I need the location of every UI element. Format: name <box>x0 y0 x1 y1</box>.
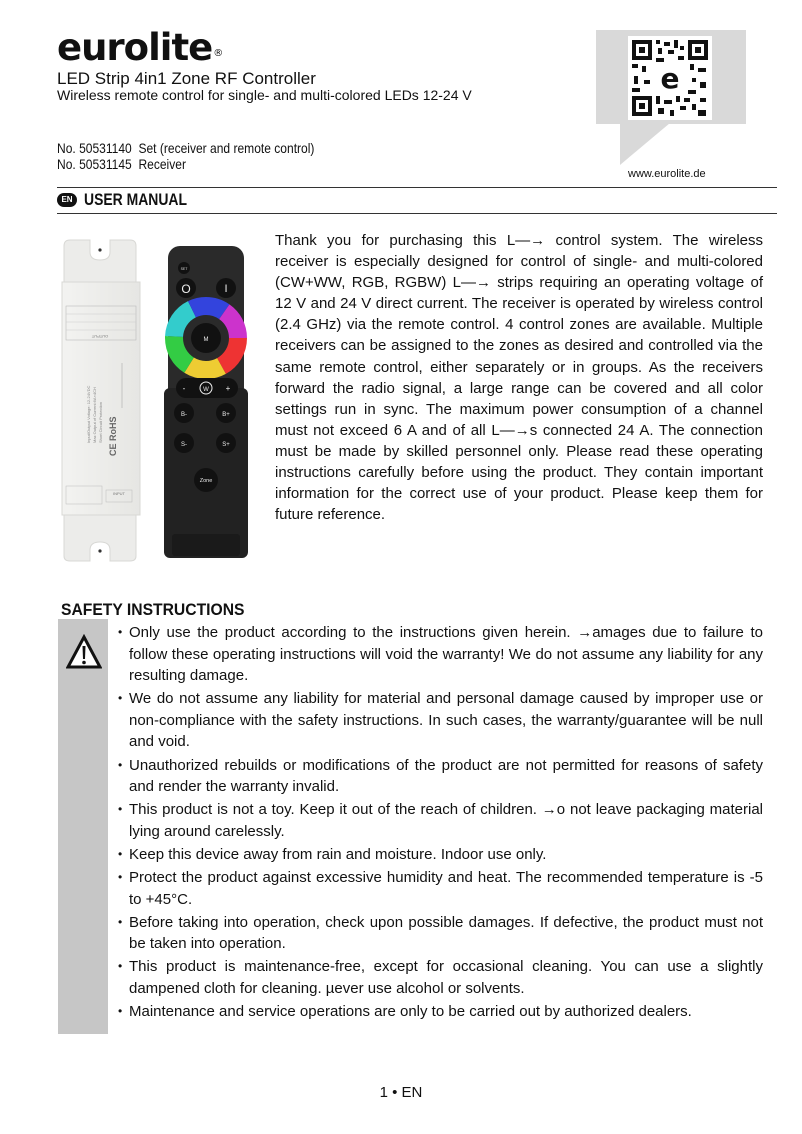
intro-paragraph: Thank you for purchasing this L—→ control system. The wireless receiver is especially designed for control of single- and multi-colored (CW+WW, RGB, RGBW) L—→ strips requiring an operating voltage of 12 V and 24 V direct current. The receiver is operated by wireless control (2.4 GHz) via the remote control. 4 control zones are available. Multiple receivers can be assigned to the zones as desired and controlled via the same remote control, either separately or in groups. As the receivers forward the radio signal, a large range can be covered and all color settings run in sync. The maximum power consumption of a channel must not exceed 6 A and of all L—→s connected 24 A. The connection must be made by skilled personnel only. Please read these operating instructions carefully before using the product. They contain important information for the correct use of your product. Please keep them for future reference. <box>275 232 763 524</box>
registered-mark: ® <box>213 48 223 59</box>
safety-item: • This product is not a toy. Keep it out of the reach of children. →o not leave packaging material lying around carelessly. <box>118 799 763 842</box>
safety-item: • We do not assume any liability for material and personal damage caused by improper use or non-compliance with the safety instructions. In such cases, the warranty/guarantee will be null and void. <box>118 688 763 753</box>
minus-button: - <box>182 384 186 393</box>
qr-center-letter: e <box>660 62 680 95</box>
qr-code[interactable] <box>628 36 712 120</box>
warning-triangle-icon <box>66 634 102 670</box>
brightness-up-button: B+ <box>222 412 230 418</box>
receiver-output-label: OUTPUT <box>91 334 109 339</box>
receiver-input-label: INPUT <box>113 491 125 496</box>
safety-list <box>118 622 763 1024</box>
warning-sidebar <box>58 619 108 1034</box>
product-image <box>60 238 268 563</box>
off-button: O <box>181 282 191 296</box>
divider <box>57 213 777 214</box>
svg-text:Short Circuit Protection: Short Circuit Protection <box>98 401 103 443</box>
article-number-set: No. 50531140 Set (receiver and remote control) <box>57 140 315 156</box>
language-badge-icon: EN <box>57 193 77 207</box>
svg-text:CE RoHS: CE RoHS <box>108 416 118 456</box>
divider <box>57 187 777 188</box>
safety-item: • Keep this device away from rain and moisture. Indoor use only. <box>118 844 763 866</box>
safety-item: • Only use the product according to the instructions given herein. →amages due to failure to follow these operating instructions will void the warranty! We do not assume any liability for any resulting damage. <box>118 622 763 687</box>
plus-button: + <box>225 384 231 393</box>
brightness-down-button: B- <box>181 412 187 418</box>
white-button: W <box>203 387 209 393</box>
safety-item: • Protect the product against excessive humidity and heat. The recommended temperature is -5 to +45°C. <box>118 867 763 910</box>
website-link[interactable]: www.eurolite.de <box>628 168 706 180</box>
article-number-receiver: No. 50531145 Receiver <box>57 156 186 172</box>
saturation-down-button: S- <box>181 442 187 448</box>
product-subtitle: Wireless remote control for single- and multi-colored LEDs 12-24 V <box>57 87 472 103</box>
safety-heading: SAFETY INSTRUCTIONS <box>61 601 245 619</box>
section-title: USER MANUAL <box>84 190 187 209</box>
mode-button: M <box>203 337 209 343</box>
set-button: SET <box>180 267 188 271</box>
svg-text:Input/Output Voltage: 12-24VDC: Input/Output Voltage: 12-24VDC <box>86 385 91 443</box>
product-title: LED Strip 4in1 Zone RF Controller <box>57 69 316 88</box>
qr-speech-bubble-tail <box>620 123 670 165</box>
safety-item: • Before taking into operation, check upon possible damages. If defective, the product must not be taken into operation. <box>118 912 763 955</box>
safety-item: • This product is maintenance-free, except for occasional cleaning. You can use a slightly dampened cloth for cleaning. µever use alcohol or solvents. <box>118 956 763 999</box>
zone-button: Zone <box>199 478 213 484</box>
remote-control <box>164 246 248 558</box>
page-number: 1 • EN <box>379 1084 423 1101</box>
on-button: I <box>224 283 228 295</box>
brand-logo <box>57 28 222 68</box>
svg-text:Max Output of Current:6A×4CH: Max Output of Current:6A×4CH <box>92 387 97 443</box>
safety-item: • Maintenance and service operations are only to be carried out by authorized dealers. <box>118 1001 763 1023</box>
saturation-up-button: S+ <box>222 442 230 448</box>
receiver-unit <box>62 240 140 561</box>
safety-item: • Unauthorized rebuilds or modifications of the product are not permitted for reasons of safety and render the warranty invalid. <box>118 755 763 798</box>
brand-logo-text: eurolite <box>57 26 213 69</box>
